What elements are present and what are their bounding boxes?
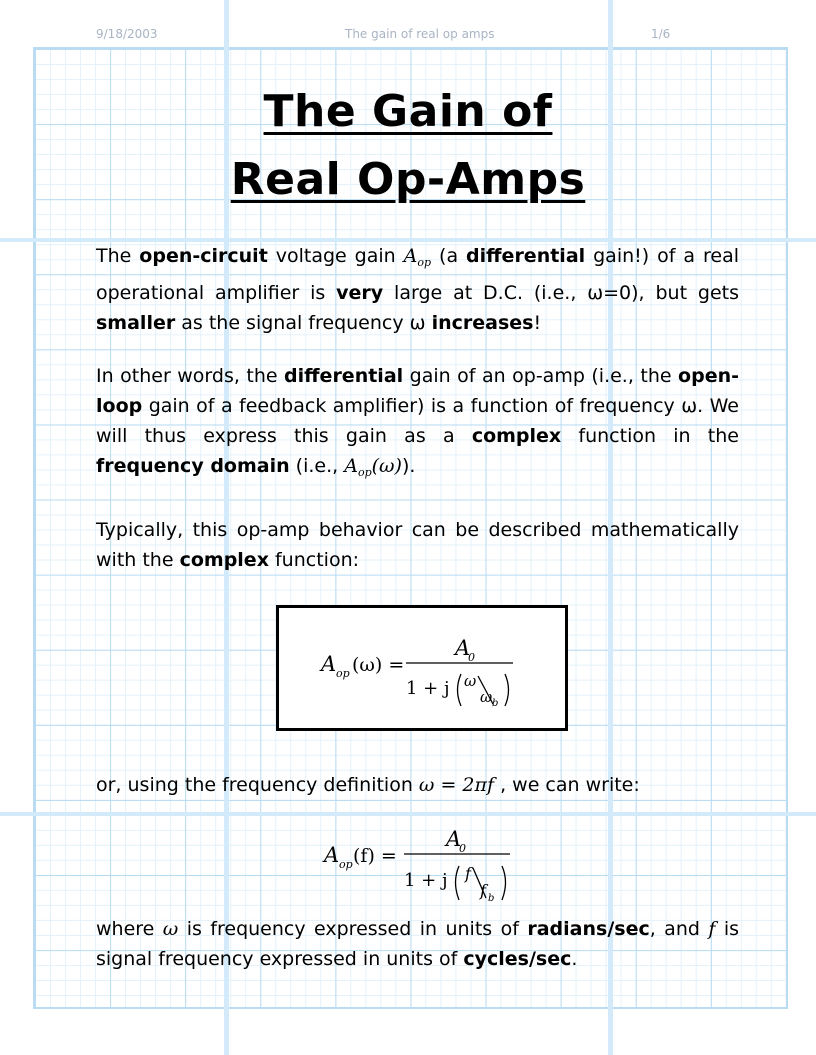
eq2-lhs-sub: op — [339, 858, 353, 871]
gain-equation-omega — [279, 608, 565, 728]
eq2-inner-bottom: f — [480, 881, 486, 900]
paragraph-5: where ω is frequency expressed in units of radians/sec, and f is signal frequency expressed in units of cycles/sec. — [96, 918, 740, 970]
eq2-inner-bottom-sub: b — [488, 893, 495, 904]
eq1-numerator: A — [455, 636, 471, 660]
eq1-lhs-sub: op — [336, 667, 350, 680]
header-doc-title: The gain of real op amps — [345, 27, 495, 41]
page-title-line1: The Gain of — [263, 86, 553, 137]
paragraph-1: The open-circuit voltage gain $A_{op}$ (a differential gain!) of a real operational amplifier is very large at D.C. (i.e., ω=0), but gets smaller as the signal frequency ω increases! — [96, 245, 739, 334]
page-title-line2: Real Op-Amps — [230, 154, 586, 205]
eq2-denominator-prefix: 1 + j — [404, 870, 448, 891]
eq1-inner-bottom-sub: b — [492, 698, 499, 709]
eq1-numerator-sub: 0 — [468, 651, 475, 664]
eq2-lhs: A — [324, 843, 340, 867]
eq1-inner-top: ω — [464, 672, 477, 690]
paragraph-2: In other words, the differential gain of an op-amp (i.e., the open-loop gain of a feedback amplifier) is a function of frequency ω. We will thus express this gain as a complex function in the frequency domain (i.e., $A_{op}(\omega)$). — [96, 365, 739, 479]
gain-equation-frequency — [320, 824, 550, 914]
eq2-numerator-sub: 0 — [459, 842, 466, 855]
eq2-lhs-arg: (f) = — [353, 845, 397, 867]
eq2-left-paren — [456, 866, 460, 900]
eq2-right-paren — [502, 866, 506, 900]
eq1-right-paren — [505, 674, 509, 706]
eq1-denominator-prefix: 1 + j — [406, 678, 450, 699]
eq1-inner-bottom: ω — [480, 688, 493, 706]
eq2-numerator: A — [446, 827, 462, 851]
eq1-lhs-arg: (ω) = — [352, 654, 405, 676]
eq2-inner-top: f — [465, 864, 471, 883]
grid-band — [0, 812, 816, 816]
eq1-lhs: A — [321, 652, 337, 676]
paragraph-4: or, using the frequency definition ω = 2πf , we can write: — [96, 774, 640, 796]
paragraph-3: Typically, this op-amp behavior can be described mathematically with the complex function: — [96, 519, 739, 571]
equation-box — [276, 605, 568, 731]
header-page-number: 1/6 — [651, 27, 671, 41]
header-date: 9/18/2003 — [96, 27, 158, 41]
eq1-left-paren — [458, 674, 462, 706]
